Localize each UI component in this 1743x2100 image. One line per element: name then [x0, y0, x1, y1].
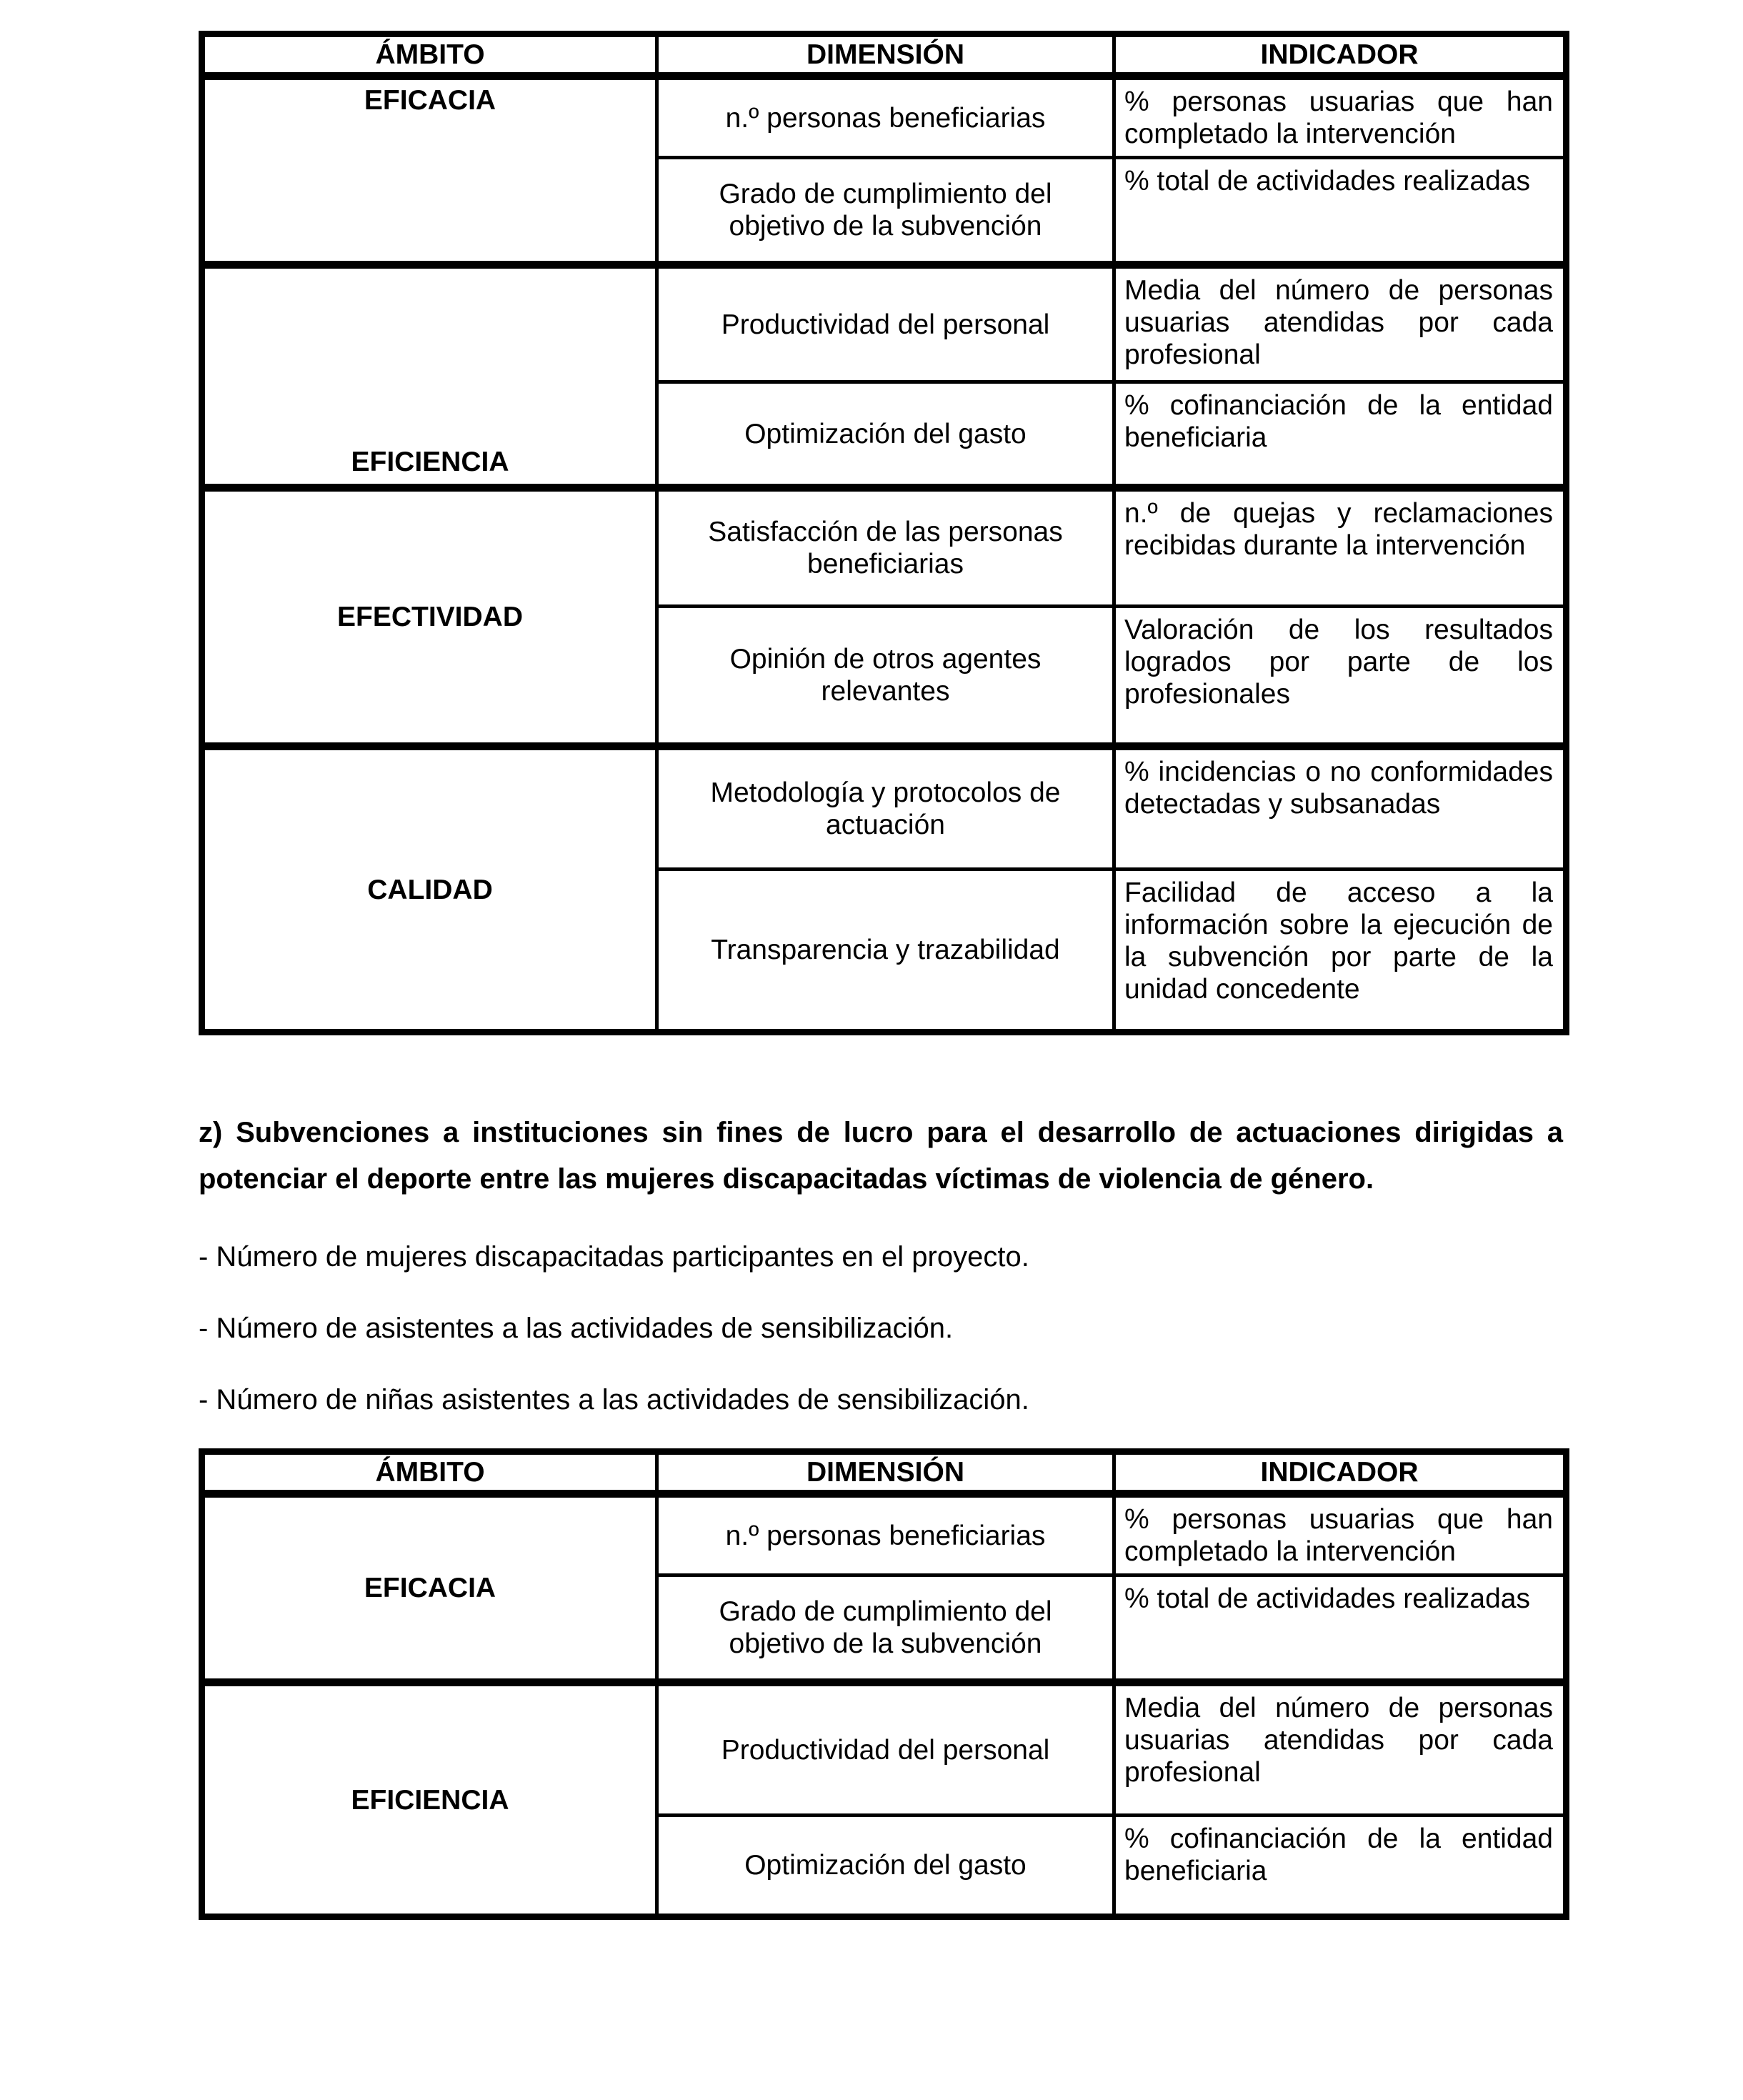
- ambito-cell-eficiencia: EFICIENCIA: [202, 265, 657, 488]
- indicator-cell: % personas usuarias que han completado la intervención: [1114, 1494, 1567, 1576]
- dimension-cell: Transparencia y trazabilidad: [657, 870, 1114, 1032]
- indicator-cell: % personas usuarias que han completado la intervención: [1114, 76, 1567, 158]
- indicator-cell: % cofinanciación de la entidad beneficiaria: [1114, 382, 1567, 488]
- dimension-cell: Productividad del personal: [657, 265, 1114, 382]
- ambito-cell-eficacia: EFICACIA: [202, 1494, 657, 1683]
- dimension-cell: Metodología y protocolos de actuación: [657, 747, 1114, 870]
- table-row: [202, 265, 1567, 382]
- indicators-table-1: [199, 31, 1569, 1035]
- column-header-ambito: ÁMBITO: [202, 1452, 657, 1494]
- column-header-ambito: ÁMBITO: [202, 34, 657, 76]
- dimension-cell: Satisfacción de las personas beneficiarias: [657, 488, 1114, 607]
- section-heading: z) Subvenciones a instituciones sin fines de lucro para el desarrollo de actuaciones dirigidas a potenciar el deporte entre las mujeres discapacitadas víctimas de violencia de género.: [199, 1117, 1563, 1195]
- ambito-cell-eficacia: EFICACIA: [202, 76, 657, 265]
- ambito-cell-calidad: CALIDAD: [202, 747, 657, 1032]
- indicator-cell: % total de actividades realizadas: [1114, 1576, 1567, 1683]
- dimension-cell: Productividad del personal: [657, 1683, 1114, 1816]
- column-header-dimension: DIMENSIÓN: [657, 1452, 1114, 1494]
- column-header-indicador: INDICADOR: [1114, 34, 1567, 76]
- column-header-dimension: DIMENSIÓN: [657, 34, 1114, 76]
- dimension-cell: Optimización del gasto: [657, 1816, 1114, 1917]
- indicator-cell: % total de actividades realizadas: [1114, 158, 1567, 265]
- dimension-cell: Opinión de otros agentes relevantes: [657, 607, 1114, 747]
- bullet-item-3: - Número de niñas asistentes a las actividades de sensibilización.: [199, 1384, 1029, 1415]
- dimension-cell: Grado de cumplimiento del objetivo de la subvención: [657, 1576, 1114, 1683]
- indicators-table-2: [199, 1448, 1569, 1920]
- indicator-cell: % cofinanciación de la entidad beneficiaria: [1114, 1816, 1567, 1917]
- table-header-row: [202, 1452, 1567, 1494]
- bullet-item-2: - Número de asistentes a las actividades de sensibilización.: [199, 1313, 954, 1344]
- indicator-cell: Media del número de personas usuarias atendidas por cada profesional: [1114, 265, 1567, 382]
- column-header-indicador: INDICADOR: [1114, 1452, 1567, 1494]
- indicator-cell: % incidencias o no conformidades detectadas y subsanadas: [1114, 747, 1567, 870]
- ambito-cell-efectividad: EFECTIVIDAD: [202, 488, 657, 747]
- dimension-cell: n.º personas beneficiarias: [657, 76, 1114, 158]
- indicator-cell: Media del número de personas usuarias atendidas por cada profesional: [1114, 1683, 1567, 1816]
- document-page: [199, 31, 1563, 1920]
- table-row: [202, 747, 1567, 870]
- table-row: [202, 1494, 1567, 1576]
- table-row: [202, 76, 1567, 158]
- indicator-cell: Valoración de los resultados logrados por parte de los profesionales: [1114, 607, 1567, 747]
- indicator-cell: Facilidad de acceso a la información sobre la ejecución de la subvención por parte de la unidad concedente: [1114, 870, 1567, 1032]
- dimension-cell: Optimización del gasto: [657, 382, 1114, 488]
- table-header-row: [202, 34, 1567, 76]
- ambito-cell-eficiencia: EFICIENCIA: [202, 1683, 657, 1917]
- indicator-cell: n.º de quejas y reclamaciones recibidas durante la intervención: [1114, 488, 1567, 607]
- bullet-item-1: - Número de mujeres discapacitadas participantes en el proyecto.: [199, 1241, 1029, 1273]
- table-row: [202, 1683, 1567, 1816]
- dimension-cell: Grado de cumplimiento del objetivo de la subvención: [657, 158, 1114, 265]
- table-row: [202, 488, 1567, 607]
- dimension-cell: n.º personas beneficiarias: [657, 1494, 1114, 1576]
